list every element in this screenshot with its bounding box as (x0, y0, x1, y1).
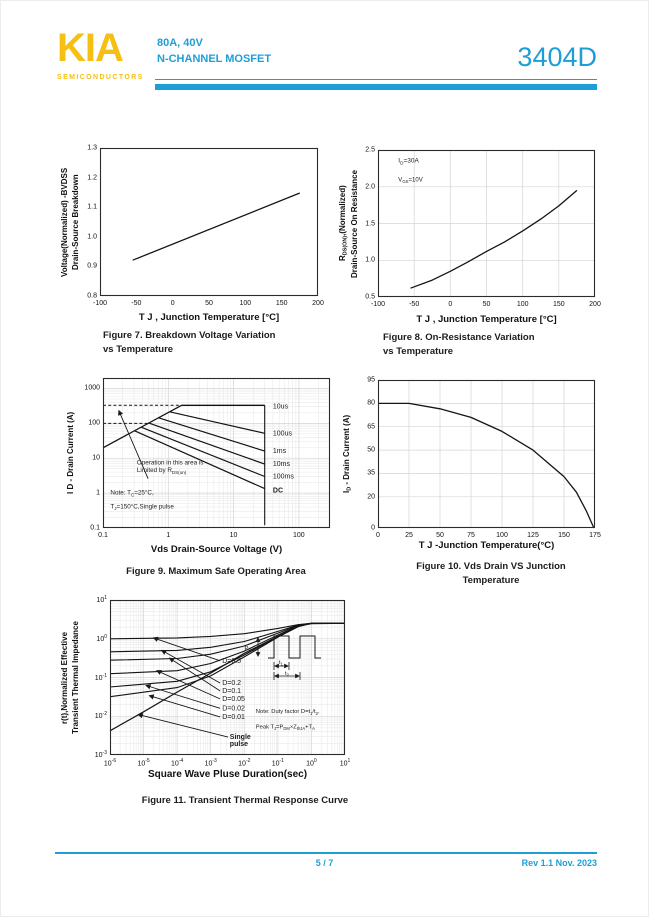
header-rule-thick (155, 84, 597, 90)
fig8-y-axis-label-line1: $R_{DS(ON)},(Normalized)$ (338, 185, 349, 262)
x-tick-label: $10^{-3}$ (204, 758, 217, 768)
fig10-plot (367, 376, 601, 539)
fig11-x-axis-label: Square Wave Pluse Duration(sec) (147, 769, 308, 780)
x-tick-label: -100 (370, 301, 386, 308)
chart-annotation: 10ms (272, 461, 291, 469)
x-tick-label: $10^{-2}$ (238, 758, 251, 768)
fig9-y-axis-label (66, 378, 77, 528)
fig11-y-axis-label (60, 600, 82, 755)
chart-annotation: 100ms (272, 473, 294, 481)
logo-subtitle: SEMICONDUCTORS (57, 74, 144, 81)
fig7-caption-line2: vs Temperature (103, 344, 174, 356)
series-rdson-vs-tj (411, 190, 577, 288)
fig8-y-axis-label-line2: Drain-Source On Resistance (349, 169, 359, 278)
y-tick-label: 20 (367, 493, 375, 501)
x-tick-label: $10^1$ (339, 758, 351, 768)
part-number: 3404D (517, 42, 597, 72)
x-tick-label: 100 (496, 532, 508, 539)
fig7-x-axis-label: T J , Junction Temperature [°C] (138, 312, 280, 323)
inset-label: $P_{DM}$ (244, 646, 255, 653)
inset-label: $t_2$ (285, 671, 289, 678)
y-tick-label: 65 (367, 423, 375, 431)
fig7-plot (87, 144, 324, 307)
x-tick-label: 200 (312, 300, 324, 307)
fig11-y-axis-label-line2: Transient Thermal Impedance (70, 621, 80, 734)
header-rule-thin (155, 79, 597, 80)
x-tick-label: 100 (293, 532, 305, 539)
fig9-svg (103, 378, 330, 528)
x-tick-label: $10^{-1}$ (271, 758, 284, 768)
x-tick-label: $10^0$ (306, 758, 317, 768)
y-tick-label: 0 (371, 524, 375, 532)
fig7-svg (100, 148, 318, 296)
fig8-y-axis-label (338, 150, 361, 297)
chart-annotation: Limited by $R_{DS(on)}$ (136, 467, 187, 475)
chart-annotation: D=0.5 (222, 657, 242, 665)
fig10-caption-line2: Temperature (462, 575, 520, 587)
x-tick-label: 0 (448, 301, 453, 308)
y-tick-label: 95 (367, 376, 375, 384)
y-tick-label: 1.5 (365, 220, 375, 227)
footer-rule (55, 852, 597, 854)
fig10-caption (386, 560, 596, 589)
device-type: N-CHANNEL MOSFET (157, 53, 272, 65)
fig8-caption (383, 331, 535, 360)
x-tick-label: 100 (239, 300, 252, 307)
page-number: 5 / 7 (315, 858, 334, 868)
fig11-caption-line1: Figure 11. Transient Thermal Response Curve (141, 795, 349, 806)
y-tick-label: $10^{-3}$ (94, 749, 107, 760)
y-tick-label: $10^{-2}$ (94, 711, 107, 721)
x-tick-label: 0.1 (98, 532, 108, 539)
y-tick-label: $10^0$ (96, 633, 107, 643)
chart-annotation: D=0.02 (222, 705, 245, 713)
fig10-x-axis-label: T J -Junction Temperature(°C) (418, 540, 555, 551)
chart-annotation: Peak $T_J=P_{DM}\times Z_{thJA}+T_A$ (255, 724, 315, 732)
x-tick-label: 50 (482, 301, 491, 308)
x-tick-label: 75 (467, 532, 475, 539)
x-tick-label: 50 (436, 532, 444, 539)
x-tick-label: $10^{-6}$ (103, 758, 117, 768)
annotation-arrow (162, 650, 220, 683)
y-tick-label: $10^1$ (96, 594, 107, 605)
x-tick-label: 175 (589, 532, 601, 539)
x-tick-label: 125 (527, 532, 539, 539)
y-tick-label: 80 (367, 399, 375, 407)
fig7-y-axis-label (60, 148, 82, 296)
fig8-caption-line2: vs Temperature (383, 346, 454, 358)
x-tick-label: 150 (275, 300, 288, 307)
fig11-caption (115, 794, 375, 808)
fig7-y-axis-label-line1: Voltage(Normalized) -BVDSS (60, 167, 69, 277)
fig8-caption-line1: Figure 8. On-Resistance Variation (383, 332, 535, 343)
chart-annotation: Single (229, 734, 251, 742)
fig7-y-axis-label-line2: Drain-Source Breakdown (70, 174, 80, 270)
device-rating: 80A, 40V (157, 37, 203, 49)
fig10-y-axis-label (342, 380, 354, 528)
chart-annotation: Note: Duty factor $D=t_1/t_2$, (255, 709, 320, 716)
series-pulse-1ms (158, 418, 265, 451)
fig9-plot (84, 378, 330, 539)
chart-annotation: $I_D=30A$ (398, 157, 419, 166)
chart-annotation: $T_J=150^\circ C,Single$ pulse (110, 503, 174, 512)
x-tick-label: 0 (170, 300, 175, 307)
fig9-x-axis-label: Vds Drain-Source Voltage (V) (150, 544, 283, 555)
y-tick-label: 10 (92, 454, 100, 462)
x-tick-label: 10 (229, 532, 238, 539)
y-tick-label: $10^{-1}$ (94, 672, 107, 682)
x-tick-label: $10^{-5}$ (137, 758, 150, 768)
fig10-svg (378, 380, 595, 528)
y-tick-label: 0.5 (365, 293, 375, 301)
x-tick-label: 150 (552, 301, 565, 308)
kia-logo: KIA (57, 26, 123, 70)
y-tick-label: 1.3 (87, 144, 97, 152)
y-tick-label: 0.8 (87, 292, 97, 300)
y-tick-label: 1 (96, 489, 100, 497)
x-tick-label: -50 (131, 300, 142, 307)
chart-annotation: DC (272, 487, 284, 495)
fig11-y-axis-label-line1: r(t),Normalized Effective (60, 631, 69, 724)
x-tick-label: $10^{-4}$ (171, 758, 184, 768)
fig8-plot (365, 146, 601, 308)
series-bvdss-vs-tj (133, 193, 300, 260)
inset-label: $t_1$ (279, 660, 283, 667)
x-tick-label: -100 (92, 300, 108, 307)
x-tick-label: -50 (409, 301, 420, 308)
y-tick-label: 35 (367, 469, 375, 477)
x-tick-label: 100 (516, 301, 529, 308)
x-tick-label: 200 (589, 301, 601, 308)
chart-annotation: Operation in this area is (136, 459, 204, 467)
chart-annotation: $V_{GS}=10V$ (398, 177, 423, 185)
y-tick-label: 0.1 (90, 524, 100, 532)
y-tick-label: 1.1 (87, 203, 97, 211)
series-id-vs-tj (378, 403, 594, 528)
fig8-svg (378, 150, 595, 297)
y-tick-label: 0.9 (87, 262, 97, 270)
chart-annotation: pulse (229, 741, 249, 749)
fig11-svg (110, 600, 345, 755)
chart-annotation: 1ms (272, 448, 287, 456)
chart-annotation: D=0.1 (222, 687, 242, 695)
y-tick-label: 100 (88, 419, 100, 427)
annotation-arrow (150, 696, 221, 717)
x-tick-label: 150 (558, 532, 570, 539)
chart-annotation: 100us (272, 430, 292, 438)
revision-label: Rev 1.1 Nov. 2023 (521, 858, 597, 868)
y-tick-label: 2.0 (365, 183, 375, 191)
fig7-caption-line1: Figure 7. Breakdown Voltage Variation (103, 330, 276, 341)
y-tick-label: 1.0 (365, 256, 375, 264)
chart-annotation: D=0.05 (222, 695, 245, 703)
y-tick-label: 2.5 (365, 146, 375, 154)
fig9-caption-line1: Figure 9. Maximum Safe Operating Area (126, 566, 306, 577)
fig9-caption (78, 565, 354, 579)
fig8-x-axis-label: T J , Junction Temperature [°C] (416, 314, 557, 325)
x-tick-label: 25 (405, 532, 413, 539)
x-tick-label: 0 (376, 532, 380, 539)
series-pulse-100us (170, 412, 265, 434)
x-tick-label: 50 (205, 300, 213, 307)
chart-annotation: D=0.01 (222, 713, 245, 721)
y-tick-label: 50 (367, 446, 375, 454)
chart-annotation: Note: $T_C=25^\circ C$, (110, 489, 154, 498)
y-tick-label: 1.0 (87, 233, 97, 241)
fig7-caption (103, 329, 275, 358)
x-tick-label: 1 (166, 532, 171, 539)
fig10-caption-line1: Figure 10. Vds Drain VS Junction (416, 561, 566, 572)
chart-annotation: 10us (272, 403, 289, 411)
fig11-plot (94, 594, 351, 768)
y-tick-label: 1.2 (87, 174, 97, 182)
fig9-y-axis-label-line1: I D - Drain Current (A) (66, 411, 75, 495)
y-tick-label: 1000 (84, 384, 100, 392)
chart-annotation: D=0.2 (222, 680, 242, 687)
fig10-y-axis-label-line1: $I_D$ - Drain Current (A) (342, 414, 353, 494)
